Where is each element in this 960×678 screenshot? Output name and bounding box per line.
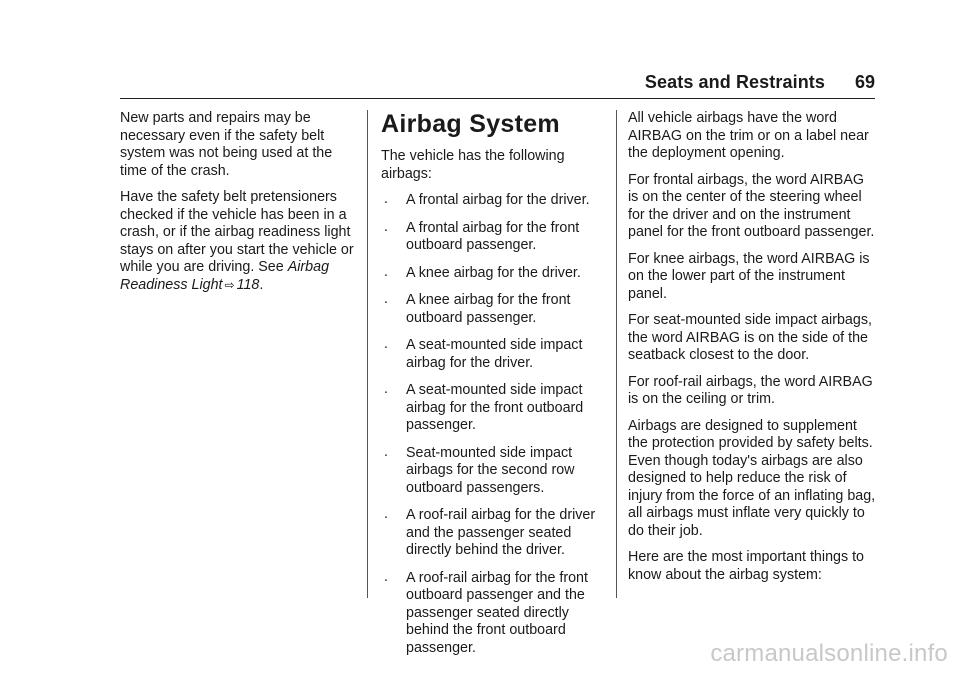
list-item: . A knee airbag for the driver. xyxy=(381,265,603,283)
paragraph: Airbags are designed to supplement the protection provided by safety belts. Even though today's airbags are also designed to help reduce the risk of injury from the force of an inflating bag, all airbags must inflate very quickly to do their job. xyxy=(628,417,876,539)
list-item: . A seat-mounted side impact airbag for the driver. xyxy=(381,337,603,372)
watermark: carmanualsonline.info xyxy=(710,640,948,667)
list-item: . Seat-mounted side impact airbags for the second row outboard passengers. xyxy=(381,445,603,498)
paragraph: For knee airbags, the word AIRBAG is on the lower part of the instrument panel. xyxy=(628,250,870,302)
section-heading: Airbag System xyxy=(381,110,560,138)
list-item: . A roof-rail airbag for the front outboard passenger and the passenger seated directly behind the front outboard passenger. xyxy=(381,570,603,658)
page-header xyxy=(120,70,875,99)
paragraph: Here are the most important things to know about the airbag system: xyxy=(628,549,865,583)
column-1 xyxy=(120,110,356,303)
list-item: . A frontal airbag for the front outboard passenger. xyxy=(381,220,603,255)
list-item: . A frontal airbag for the driver. xyxy=(381,192,603,210)
column-divider xyxy=(367,110,368,598)
cross-reference-page[interactable]: 118 xyxy=(236,276,260,293)
column-divider xyxy=(616,110,617,598)
page-reference-icon: ⇨ xyxy=(224,277,235,292)
column-2 xyxy=(381,110,603,667)
paragraph xyxy=(120,189,356,294)
intro-paragraph: The vehicle has the following airbags: xyxy=(381,148,565,182)
cross-reference-link[interactable]: Airbag Readiness Light xyxy=(120,259,330,293)
paragraph: For seat-mounted side impact airbags, the word AIRBAG is on the side of the seatback closest to the door. xyxy=(628,312,872,363)
paragraph: All vehicle airbags have the word AIRBAG on the trim or on a label near the deployment opening. xyxy=(628,110,869,161)
airbag-list xyxy=(381,192,603,657)
list-item: . A seat-mounted side impact airbag for the front outboard passenger. xyxy=(381,382,603,435)
list-item: . A knee airbag for the front outboard passenger. xyxy=(381,292,603,327)
paragraph: New parts and repairs may be necessary even if the safety belt system was not being used at the time of the crash. xyxy=(120,110,333,179)
paragraph: For frontal airbags, the word AIRBAG is on the center of the steering wheel for the driver and on the instrument panel for the front outboard passenger. xyxy=(628,171,875,240)
section-header-title: Seats and Restraints xyxy=(644,72,825,92)
paragraph-text: Have the safety belt pretensioners checked if the vehicle has been in a crash, or if the airbag readiness light stays on after you start the vehicle or while you are driving. See xyxy=(120,189,354,275)
paragraph-text-end: . xyxy=(259,276,264,293)
page-number: 69 xyxy=(854,72,875,92)
list-item: . A roof-rail airbag for the driver and the passenger seated directly behind the driver. xyxy=(381,507,603,560)
column-3 xyxy=(628,110,878,593)
paragraph: For roof-rail airbags, the word AIRBAG is on the ceiling or trim. xyxy=(628,373,873,407)
